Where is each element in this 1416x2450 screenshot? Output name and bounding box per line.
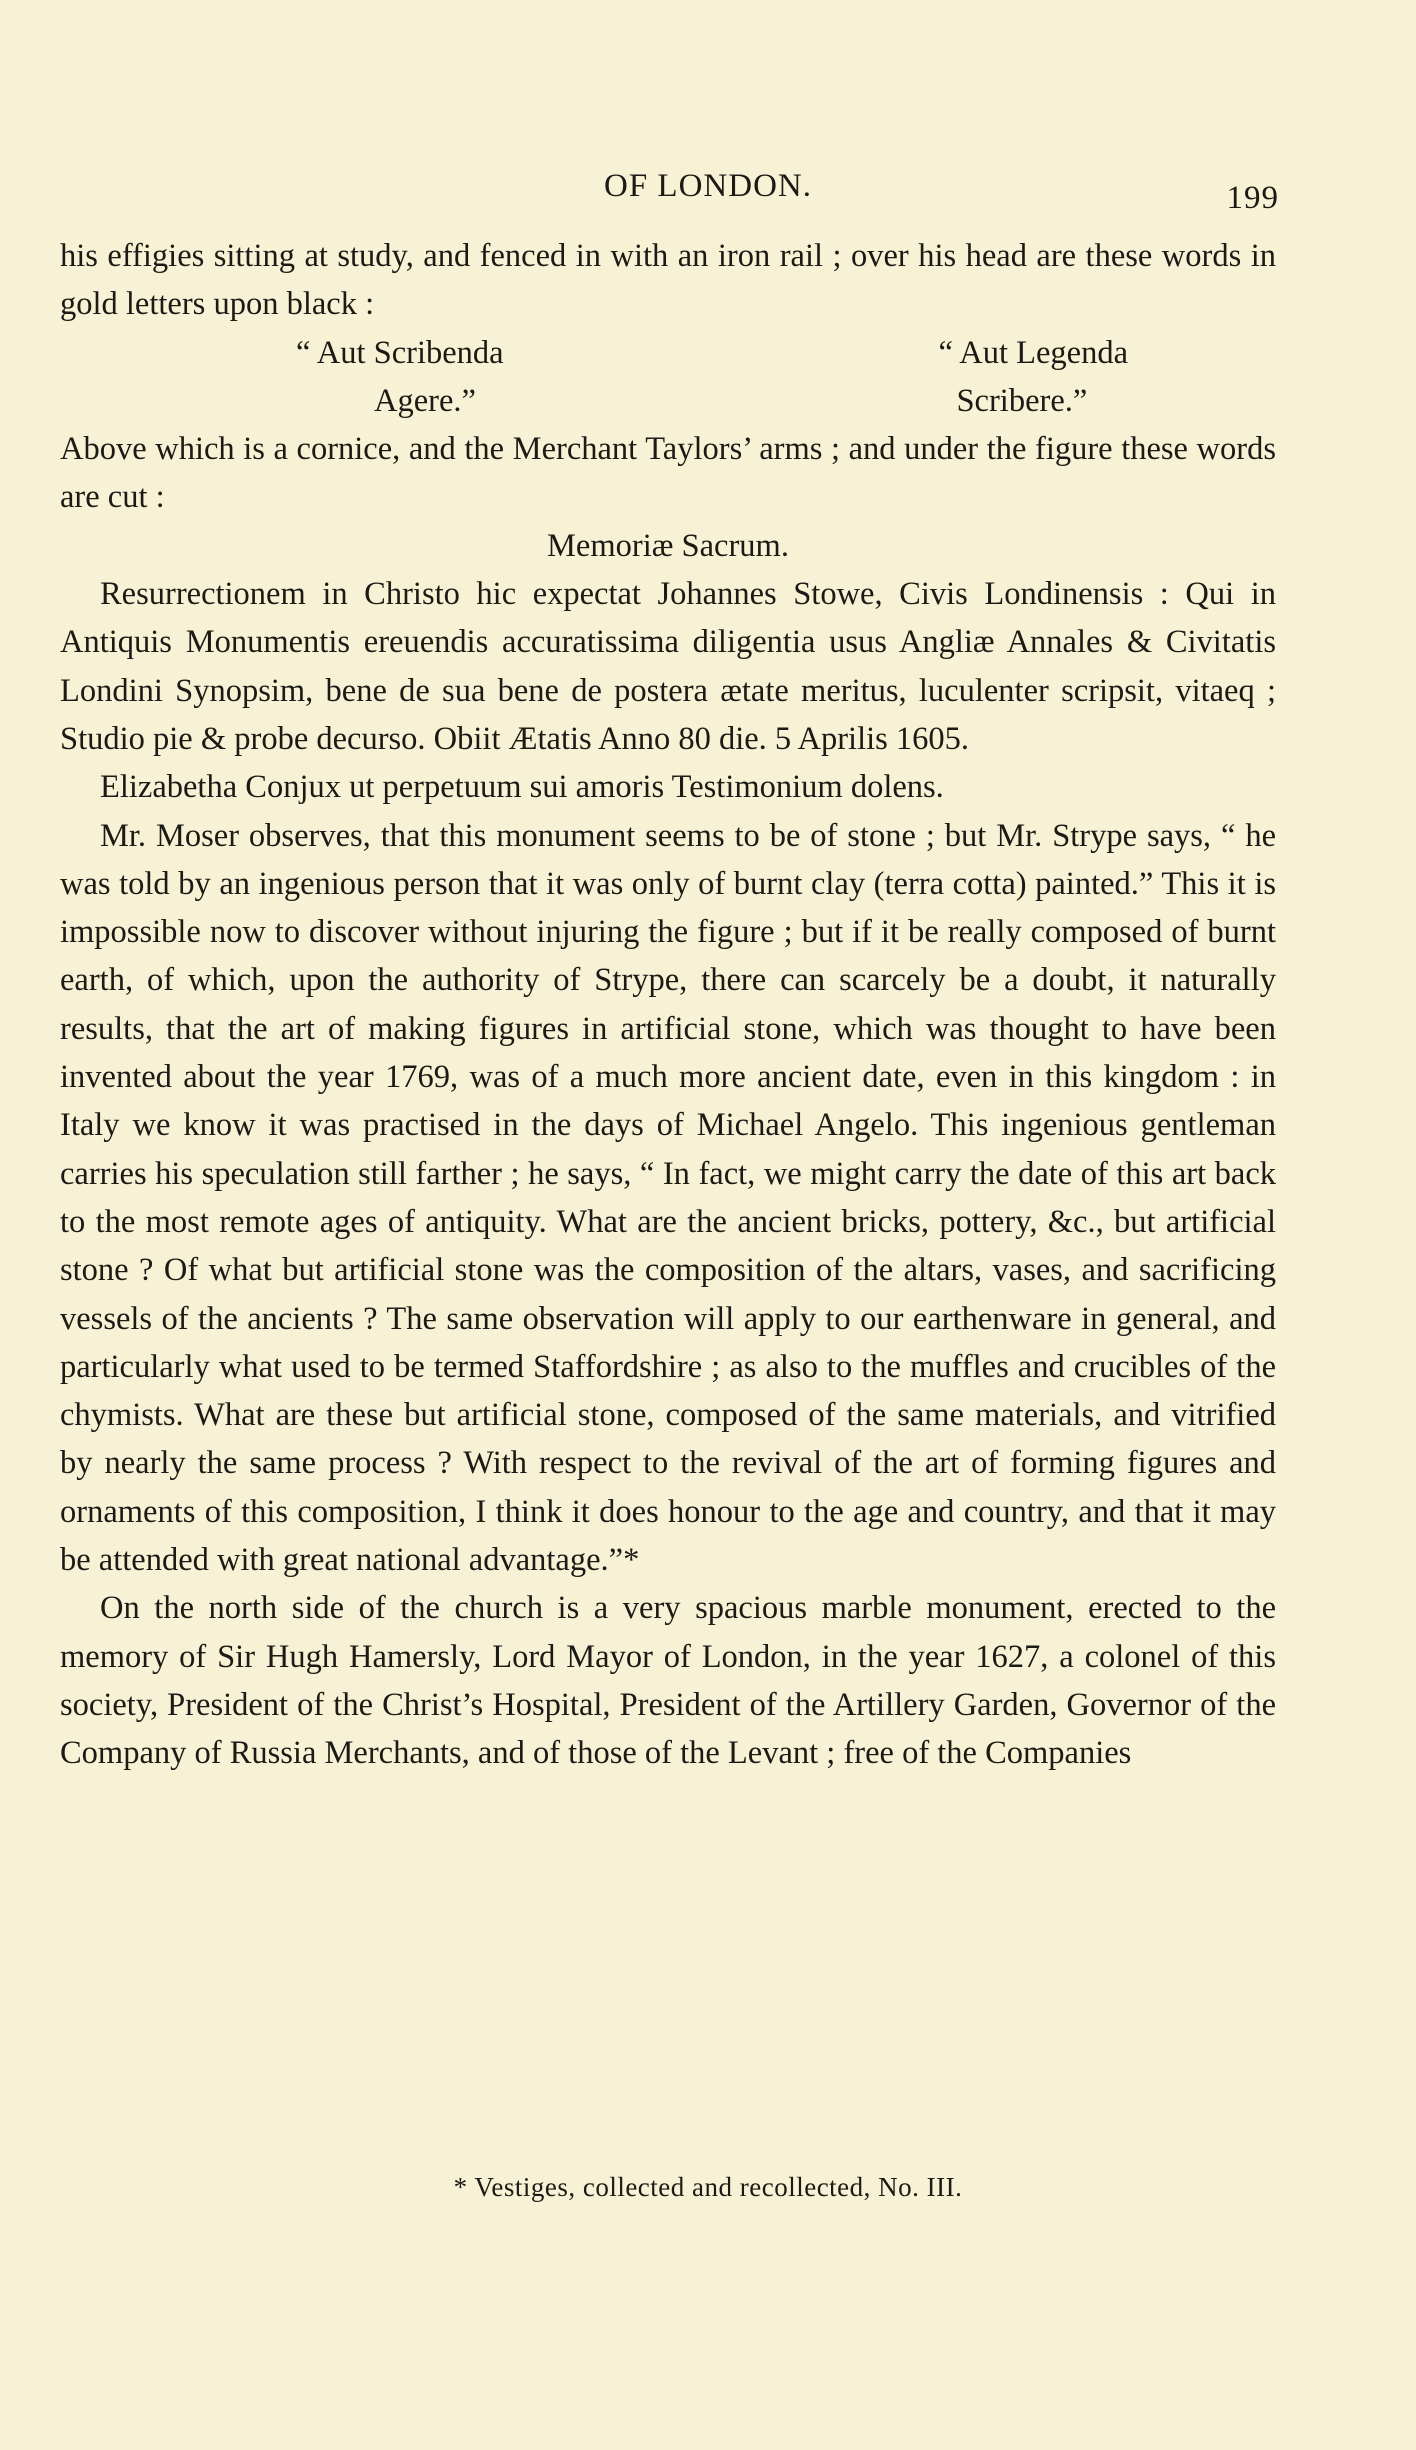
paragraph-north-side: On the north side of the church is a very spacious marble monument, erected to the memory of Sir Hugh Hamersly, Lord Mayor of London, in the year 1627, a colonel of this society, President of the Christ’s Hospital, President of the Artillery Garden, Governor of the Company of Russia Merchants, and of those of the Levant ; free of the Companies — [60, 1590, 1276, 1772]
inscription-verse — [60, 329, 1276, 426]
paragraph-cornice: Above which is a cornice, and the Merchant Taylors’ arms ; and under the figure these words are cut : — [60, 431, 1276, 516]
verse-left-line2: Agere.” — [374, 382, 476, 419]
header-title: OF LONDON. — [604, 168, 812, 204]
memoriae-heading: Memoriæ Sacrum. — [547, 527, 789, 564]
body-text — [60, 232, 1276, 1778]
verse-left-line1: “ Aut Scribenda — [296, 334, 504, 371]
verse-right — [938, 329, 1128, 426]
footnote: * Vestiges, collected and recollected, No. III. — [453, 2172, 963, 2202]
paragraph-effigies: his effigies sitting at study, and fenced in with an iron rail ; over his head are these words in gold letters upon black : — [60, 238, 1276, 323]
verse-left — [296, 329, 504, 426]
paragraph-elizabetha: Elizabetha Conjux ut perpetuum sui amoris Testimonium dolens. — [100, 769, 944, 806]
paragraph-latin-epitaph: Resurrectionem in Christo hic expectat Johannes Stowe, Civis Londinensis : Qui in Antiquis Monumentis ereuendis accuratissima diligentia usus Angliæ Annales & Civitatis Londini Synopsim, bene de sua bene de postera ætate meritus, luculenter scripsit, vitaeq ; Studio pie & probe decurso. Obiit Ætatis Anno 80 die. 5 Aprilis 1605. — [60, 576, 1276, 757]
paragraph-moser: Mr. Moser observes, that this monument seems to be of stone ; but Mr. Strype says, “ he was told by an ingenious person that it was only of burnt clay (terra cotta) painted.” This it is impossible now to discover without injuring the figure ; but if it be really composed of burnt earth, of which, upon the authority of Strype, there can scarcely be a doubt, it naturally results, that the art of making figures in artificial stone, which was thought to have been invented about the year 1769, was of a much more ancient date, even in this kingdom : in Italy we know it was practised in the days of Michael Angelo. This ingenious gentleman carries his speculation still farther ; he says, “ In fact, we might carry the date of this art back to the most remote ages of antiquity. What are the ancient bricks, pottery, &c., but artificial stone ? Of what but artificial stone was the composition of the altars, vases, and sacrificing vessels of the ancients ? The same observation will apply to our earthenware in general, and particularly what used to be termed Staffordshire ; as also to the muffles and crucibles of the chymists. What are these but artificial stone, composed of the same materials, and vitrified by nearly the same process ? With respect to the revival of the art of forming figures and ornaments of this composition, I think it does honour to the age and country, and that it may be attended with great national advantage.”* — [60, 817, 1276, 1579]
page-number: 199 — [1226, 180, 1279, 216]
verse-right-line1: “ Aut Legenda — [938, 334, 1128, 371]
verse-right-line2: Scribere.” — [956, 382, 1088, 419]
